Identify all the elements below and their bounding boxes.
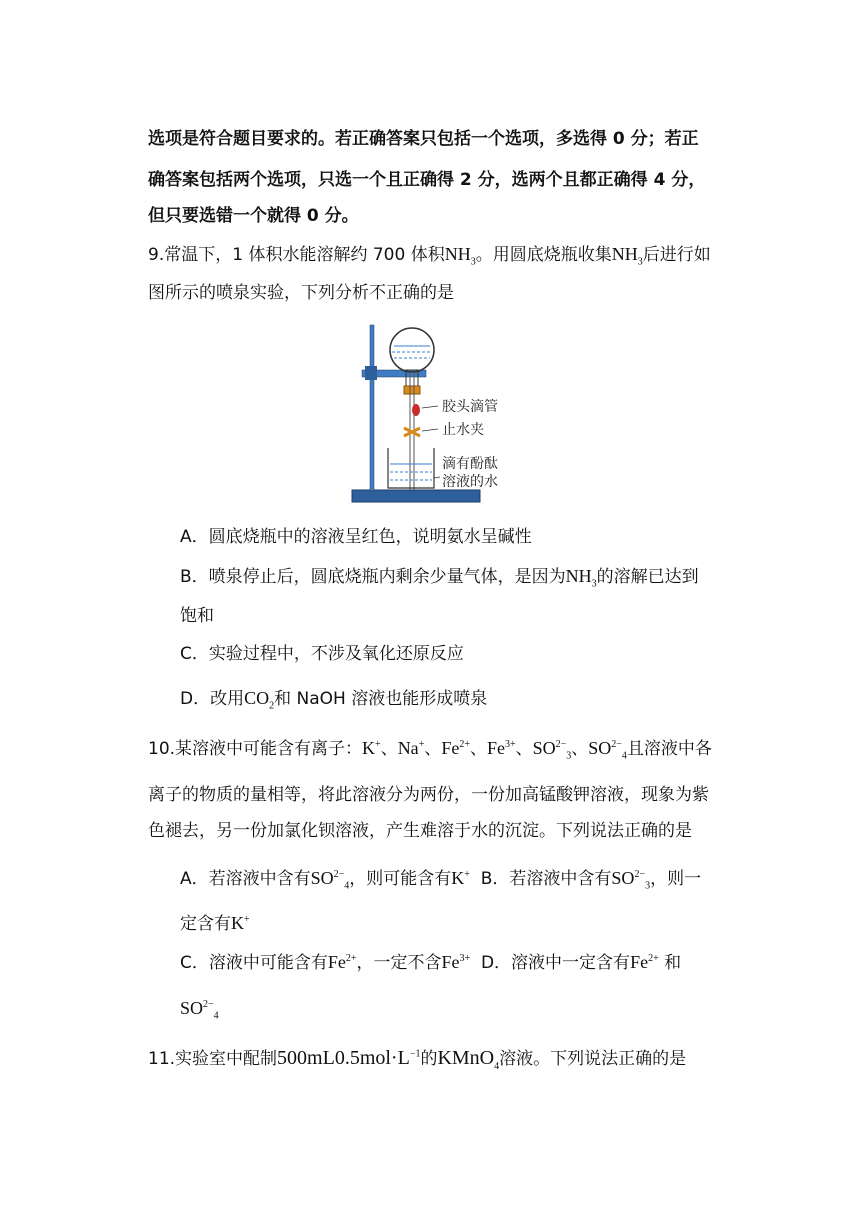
instruction-line-2: 确答案包括两个选项，只选一个且正确得 2 分，选两个且都正确得 4 分， (148, 170, 706, 190)
q10-options-ab: A．若溶液中含有$SO^{2-}_4$，则可能含有K+ B．若溶液中含有$SO^{2-}_3$，则一 (180, 868, 702, 892)
clamp-label: 止水夹 (442, 422, 484, 438)
dropper-label: 胶头滴管 (442, 399, 498, 415)
q10-options-cd: C．溶液中可能含有$Fe^{2+}$，一定不含$Fe^{3+}$ D．溶液中一定含有$Fe^{2+}$ 和 (180, 952, 682, 973)
q10-stem-line-3: 色褪去，另一份加氯化钡溶液，产生难溶于水的沉淀。下列说法正确的是 (148, 821, 692, 841)
q9-option-d: D．改用$CO_2$和 NaOH 溶液也能形成喷泉 (180, 688, 488, 712)
fountain-experiment-figure (350, 320, 520, 505)
q9-option-b: B．喷泉停止后，圆底烧瓶内剩余少量气体，是因为$NH_3$的溶解已达到 (180, 566, 699, 590)
water-label-2: 溶液的水 (442, 474, 498, 490)
q9-stem-line-1: 9.常温下，1 体积水能溶解约 700 体积$NH_3$。用圆底烧瓶收集$NH_3$后进行如 (148, 244, 711, 268)
q9-stem-line-2: 图所示的喷泉实验，下列分析不正确的是 (148, 283, 454, 303)
q10-option-b-cont: 定含有K+ (180, 913, 250, 934)
q11-stem: 11.实验室中配制$500mL0.5mol\cdot L^{-1}$的KMnO$_4$溶液。下列说法正确的是 (148, 1047, 687, 1072)
instruction-line-3: 但只要选错一个就得 0 分。 (148, 206, 359, 226)
water-label-1: 滴有酚酞 (442, 456, 498, 472)
q9-option-a: A．圆底烧瓶中的溶液呈红色，说明氨水呈碱性 (180, 527, 532, 547)
q9-option-c: C．实验过程中，不涉及氧化还原反应 (180, 644, 464, 664)
q10-option-d-cont: $SO^{2-}_4$ (180, 998, 219, 1022)
q10-stem-line-1: 10.某溶液中可能含有离子：K+、Na+、$Fe^{2+}$、$Fe^{3+}$、$SO^{2-}_3$、$SO^{2-}_4$且溶液中各 (148, 738, 712, 762)
q9-option-b-cont: 饱和 (180, 606, 214, 626)
instruction-line-1: 选项是符合题目要求的。若正确答案只包括一个选项，多选得 0 分；若正 (148, 129, 699, 149)
q10-stem-line-2: 离子的物质的量相等，将此溶液分为两份，一份加高锰酸钾溶液，现象为紫 (148, 785, 709, 805)
